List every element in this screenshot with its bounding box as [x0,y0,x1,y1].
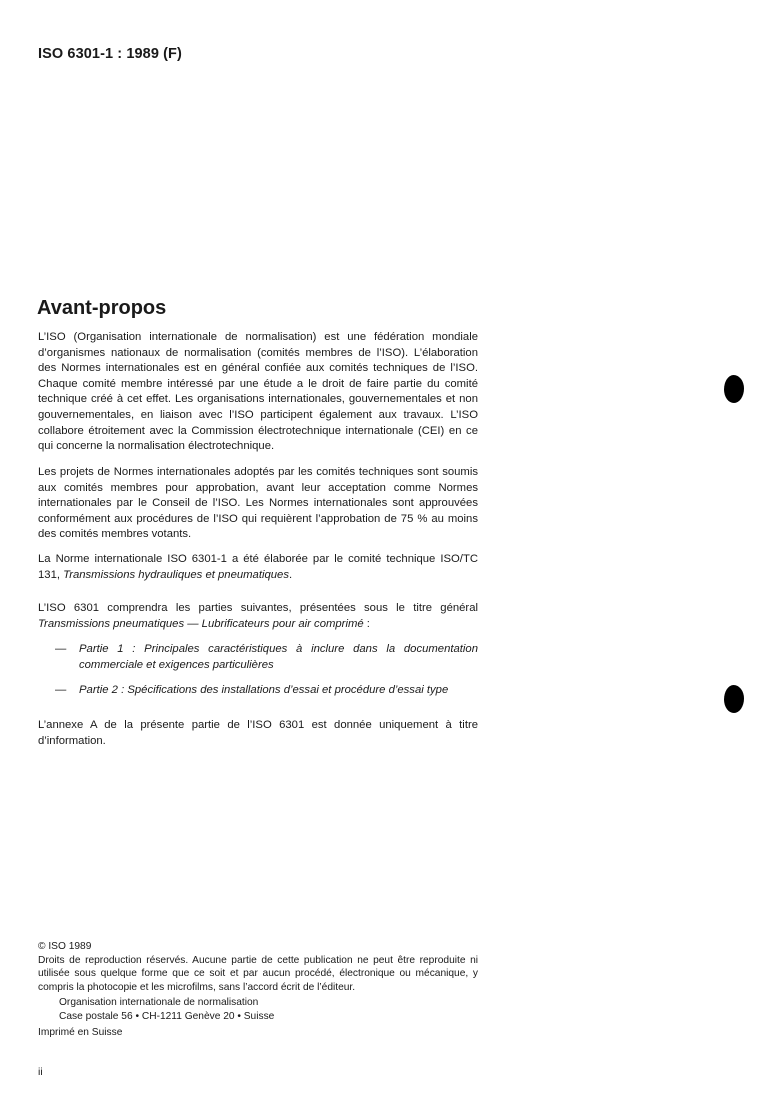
list-item-text: Partie 1 : Principales caractéristiques à inclure dans la documentation commerciale et exigences particulières [79,643,478,671]
list-item [55,683,478,699]
reproduction-rights: Droits de reproduction réservés. Aucune partie de cette publication ne peut être reproduite ni utilisée sous quelque forme que ce soit et par aucun procédé, électronique ou mécanique, y compris la photocopie et les microfilms, sans l’accord écrit de l’éditeur. [38,954,478,993]
list-item [55,642,478,673]
paragraph-approval: Les projets de Normes internationales adoptés par les comités techniques sont soumis aux comités membres pour approbation, avant leur acceptation comme Normes internationales par le Conseil de l’ISO. Les Normes internationales sont approuvées conformément aux procédures de l’ISO qui requièrent l’approbation de 75 % au moins des comités membres votants. [38,466,478,541]
paragraph-committee-end: . [288,568,293,581]
organisation-name: Organisation internationale de normalisation [59,997,259,1008]
paragraph-committee [38,552,478,583]
postal-address: Case postale 56 • CH-1211 Genève 20 • Suisse [59,1010,275,1022]
parts-list [55,683,478,711]
list-item-text: Partie 2 : Spécifications des installations d’essai et procédure d’essai type [79,684,449,696]
paragraph-parts-lead: L’ISO 6301 comprendra les parties suivantes, présentées sous le titre général [38,602,478,614]
committee-title: Transmissions hydrauliques et pneumatiques [63,568,289,581]
paragraph-annex: L’annexe A de la présente partie de l’ISO 6301 est donnée uniquement à titre d’information. [38,719,478,747]
paragraph-committee-lead: La Norme internationale ISO 6301-1 a été élaborée par le comité technique ISO/TC 131, [38,553,478,581]
list-dash: — [55,684,67,696]
printed-in: Imprimé en Suisse [38,1027,123,1038]
punch-hole-mark [724,375,744,403]
general-title: Transmissions pneumatiques — Lubrificateurs pour air comprimé [38,617,364,630]
copyright-footer [38,940,478,1040]
parts-list [55,642,478,685]
list-dash: — [55,643,67,655]
page-number: ii [38,1066,43,1078]
section-title: Avant-propos [37,297,167,319]
paragraph-parts-end: : [363,617,370,630]
document-identifier: ISO 6301-1 : 1989 (F) [38,46,182,62]
paragraph-parts [38,601,478,632]
punch-hole-mark [724,685,744,713]
copyright-notice: © ISO 1989 [38,941,92,952]
paragraph-iso-intro: L’ISO (Organisation internationale de normalisation) est une fédération mondiale d’organismes nationaux de normalisation (comités membres de l’ISO). L’élaboration des Normes internationales est en général confiée aux comités techniques de l’ISO. Chaque comité membre intéressé par une étude a le droit de faire partie du comité technique créé à cet effet. Les organisations internationales, gouvernementales et non gouvernementales, en liaison avec l’ISO participent également aux travaux. L’ISO collabore étroitement avec la Commission électrotechnique internationale (CEI) en ce qui concerne la normalisation électrotechnique. [38,331,478,453]
